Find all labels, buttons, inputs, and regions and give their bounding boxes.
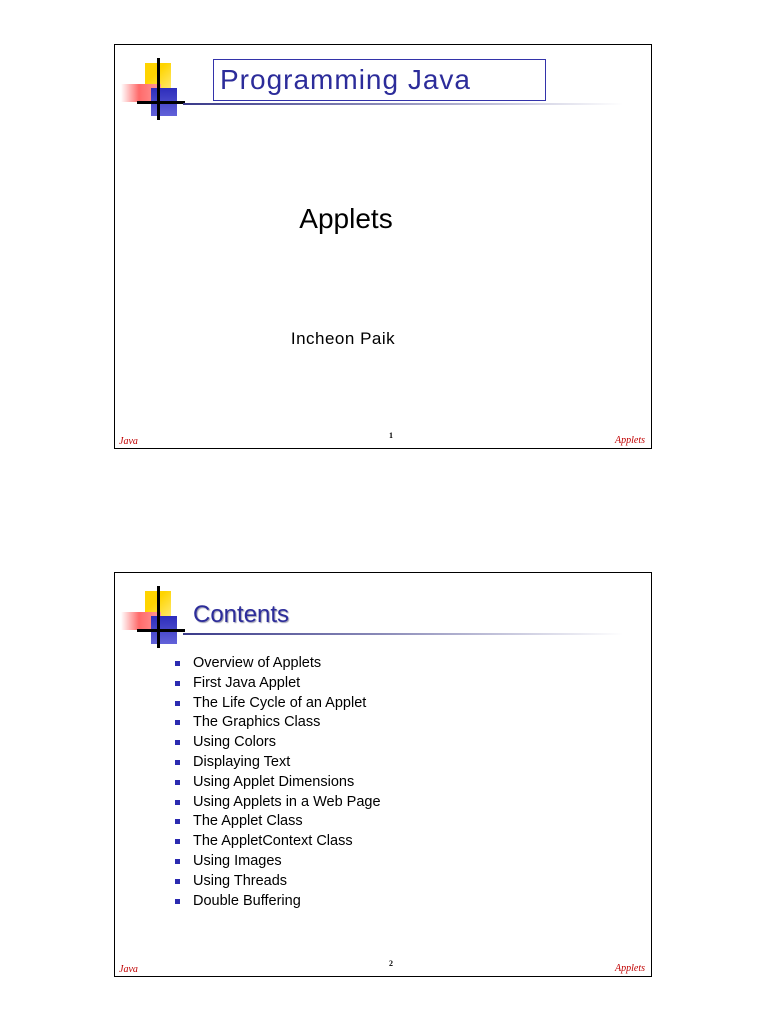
list-item: Using Applet Dimensions xyxy=(173,773,381,793)
title-rule xyxy=(183,103,623,105)
list-item: Using Colors xyxy=(173,733,381,753)
square-bullet-icon xyxy=(175,681,180,686)
heading-text: Applets xyxy=(299,203,393,234)
squares-crosshair-logo-icon xyxy=(121,586,185,648)
square-bullet-icon xyxy=(175,899,180,904)
page-number xyxy=(115,431,651,440)
list-item: Using Images xyxy=(173,852,381,872)
list-item: Displaying Text xyxy=(173,753,381,773)
list-item: The Applet Class xyxy=(173,812,381,832)
square-bullet-icon xyxy=(175,760,180,765)
square-bullet-icon xyxy=(175,879,180,884)
footer-left: Java xyxy=(119,436,138,447)
squares-crosshair-logo-icon xyxy=(121,58,185,120)
square-bullet-icon xyxy=(175,701,180,706)
list-item: The Life Cycle of an Applet xyxy=(173,694,381,714)
square-bullet-icon xyxy=(175,740,180,745)
slide-title: Contents xyxy=(193,601,290,628)
author-name xyxy=(115,329,651,349)
list-item: The Graphics Class xyxy=(173,713,381,733)
page-number-text: 1 xyxy=(389,431,393,440)
list-item: First Java Applet xyxy=(173,674,381,694)
footer-left: Java xyxy=(119,964,138,975)
square-bullet-icon xyxy=(175,859,180,864)
square-bullet-icon xyxy=(175,720,180,725)
slide-title: Programming Java xyxy=(220,64,471,95)
slide-2 xyxy=(114,572,652,977)
list-item: Double Buffering xyxy=(173,892,381,912)
square-bullet-icon xyxy=(175,780,180,785)
slide-1 xyxy=(114,44,652,449)
author-text: Incheon Paik xyxy=(290,329,396,348)
list-item: Using Applets in a Web Page xyxy=(173,793,381,813)
footer-right: Applets xyxy=(615,963,645,974)
list-item: Overview of Applets xyxy=(173,654,381,674)
page-number-text: 2 xyxy=(389,959,393,968)
slide-heading xyxy=(115,203,651,235)
square-bullet-icon xyxy=(175,661,180,666)
square-bullet-icon xyxy=(175,800,180,805)
square-bullet-icon xyxy=(175,819,180,824)
footer-right: Applets xyxy=(615,435,645,446)
page-number xyxy=(115,959,651,968)
contents-list xyxy=(173,654,381,911)
square-bullet-icon xyxy=(175,839,180,844)
title-rule xyxy=(183,633,623,635)
list-item: Using Threads xyxy=(173,872,381,892)
title-box xyxy=(213,59,546,101)
list-item: The AppletContext Class xyxy=(173,832,381,852)
